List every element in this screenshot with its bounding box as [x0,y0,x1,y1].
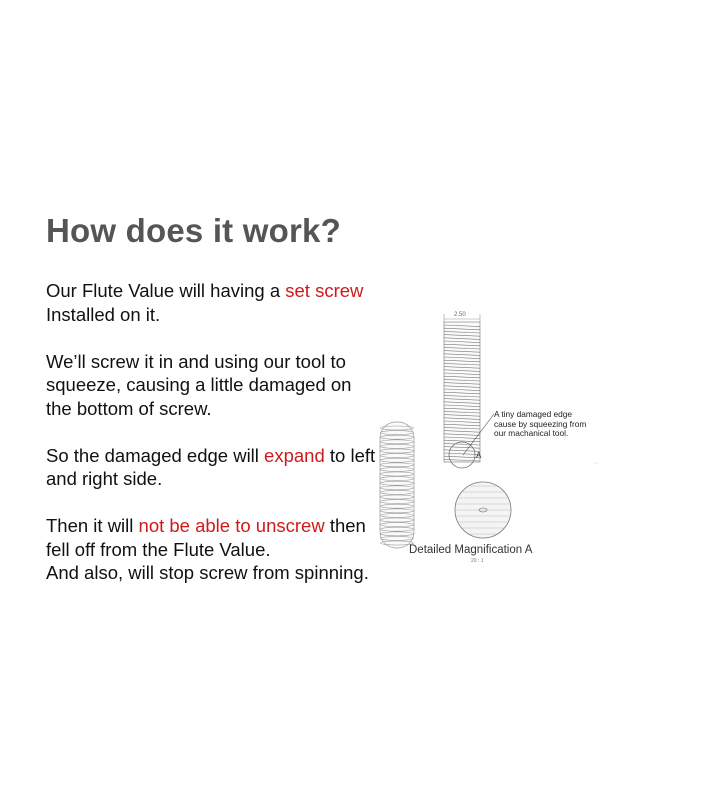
highlight-set-screw: set screw [285,280,364,301]
slide-title: How does it work? [46,212,341,249]
p3-text-a: So the damaged edge will [46,444,265,466]
p3-text-b: to left and right side. [46,444,376,489]
paragraph-squeeze [46,350,376,421]
p4-text-c: And also, will stop screw from spinning. [46,562,369,583]
annotation-line-1: A tiny damaged edge [494,409,572,419]
screw-drawing [372,308,604,570]
slide-body [46,279,376,608]
highlight-unscrew: not be able to unscrew [138,515,325,536]
paragraph-unscrew [46,514,376,585]
p4-text-b: then fell off from the Flute Value. [46,515,366,560]
diagram-caption: Detailed Magnification A [409,544,533,556]
p2-text: We’ll screw it in and using our tool to squeeze, causing a little damaged on the bottom of screw. [46,350,352,419]
annotation-line-3: our machanical tool. [494,428,569,438]
diagram-scale: 20 : 1 [471,558,484,564]
paragraph-set-screw [46,279,376,326]
p4-text-a: Then it will [46,515,139,536]
p1-text-b: Installed on it. [46,303,161,325]
paragraph-expand [46,444,376,491]
damage-annotation [494,410,606,439]
detail-marker: A [476,451,482,460]
annotation-line-2: cause by squeezing from [494,418,587,429]
dimension-label: 2.50 [454,312,466,318]
p1-text-a: Our Flute Value will having a [46,280,286,301]
set-screw-diagram [372,308,604,570]
highlight-expand: expand [264,444,325,466]
